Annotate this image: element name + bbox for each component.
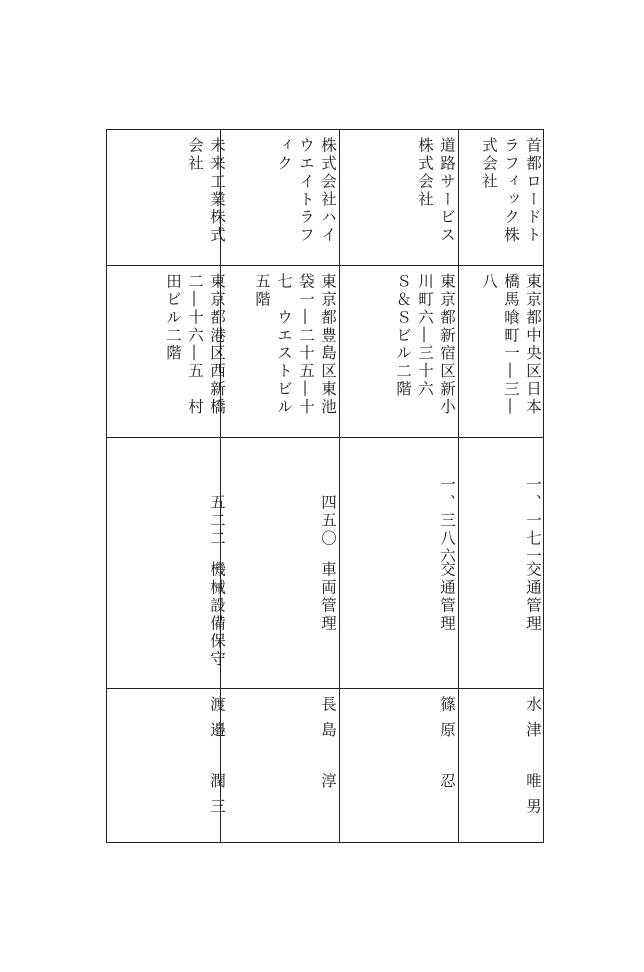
row-divider: [458, 129, 459, 842]
representative: 篠原 忍: [438, 696, 456, 798]
representative: 長島 淳: [319, 696, 337, 798]
registration-number: 四五〇: [319, 494, 337, 548]
address: 東京都新宿区新小川町六―三十六 Ｓ＆Ｓビル二階: [394, 273, 456, 417]
column-divider: [106, 437, 544, 438]
representative: 渡邉 潤三: [208, 696, 226, 824]
address: 東京都豊島区東池袋一―二十五―十七 ウエストビル五階: [253, 273, 337, 417]
table-border-left: [106, 129, 107, 842]
business-type: 機械設備保守: [208, 561, 226, 669]
registration-number: 一、三八六: [438, 476, 456, 566]
column-divider: [106, 265, 544, 266]
row-divider: [339, 129, 340, 842]
business-type: 交通管理: [438, 561, 456, 633]
company-name: 道路サービス株式会社: [416, 137, 456, 245]
column-divider: [106, 688, 544, 689]
registration-number: 一、一七一: [524, 476, 542, 566]
column-divider: [106, 129, 544, 130]
company-name: 株式会社ハイウエイトラフィク: [275, 137, 337, 245]
address: 東京都中央区日本橋馬喰町一―三―八: [480, 273, 542, 417]
registration-number: 五二二: [208, 494, 226, 548]
address: 東京都港区西新橋二―十六―五 村田ビル二階: [164, 273, 226, 417]
business-type: 車両管理: [319, 561, 337, 633]
representative: 水津 唯男: [524, 696, 542, 824]
business-type: 交通管理: [524, 561, 542, 633]
column-divider: [106, 842, 544, 843]
company-name: 未来工業株式会社: [186, 137, 226, 245]
company-name: 首都ロードトラフィック株式会社: [480, 137, 542, 245]
